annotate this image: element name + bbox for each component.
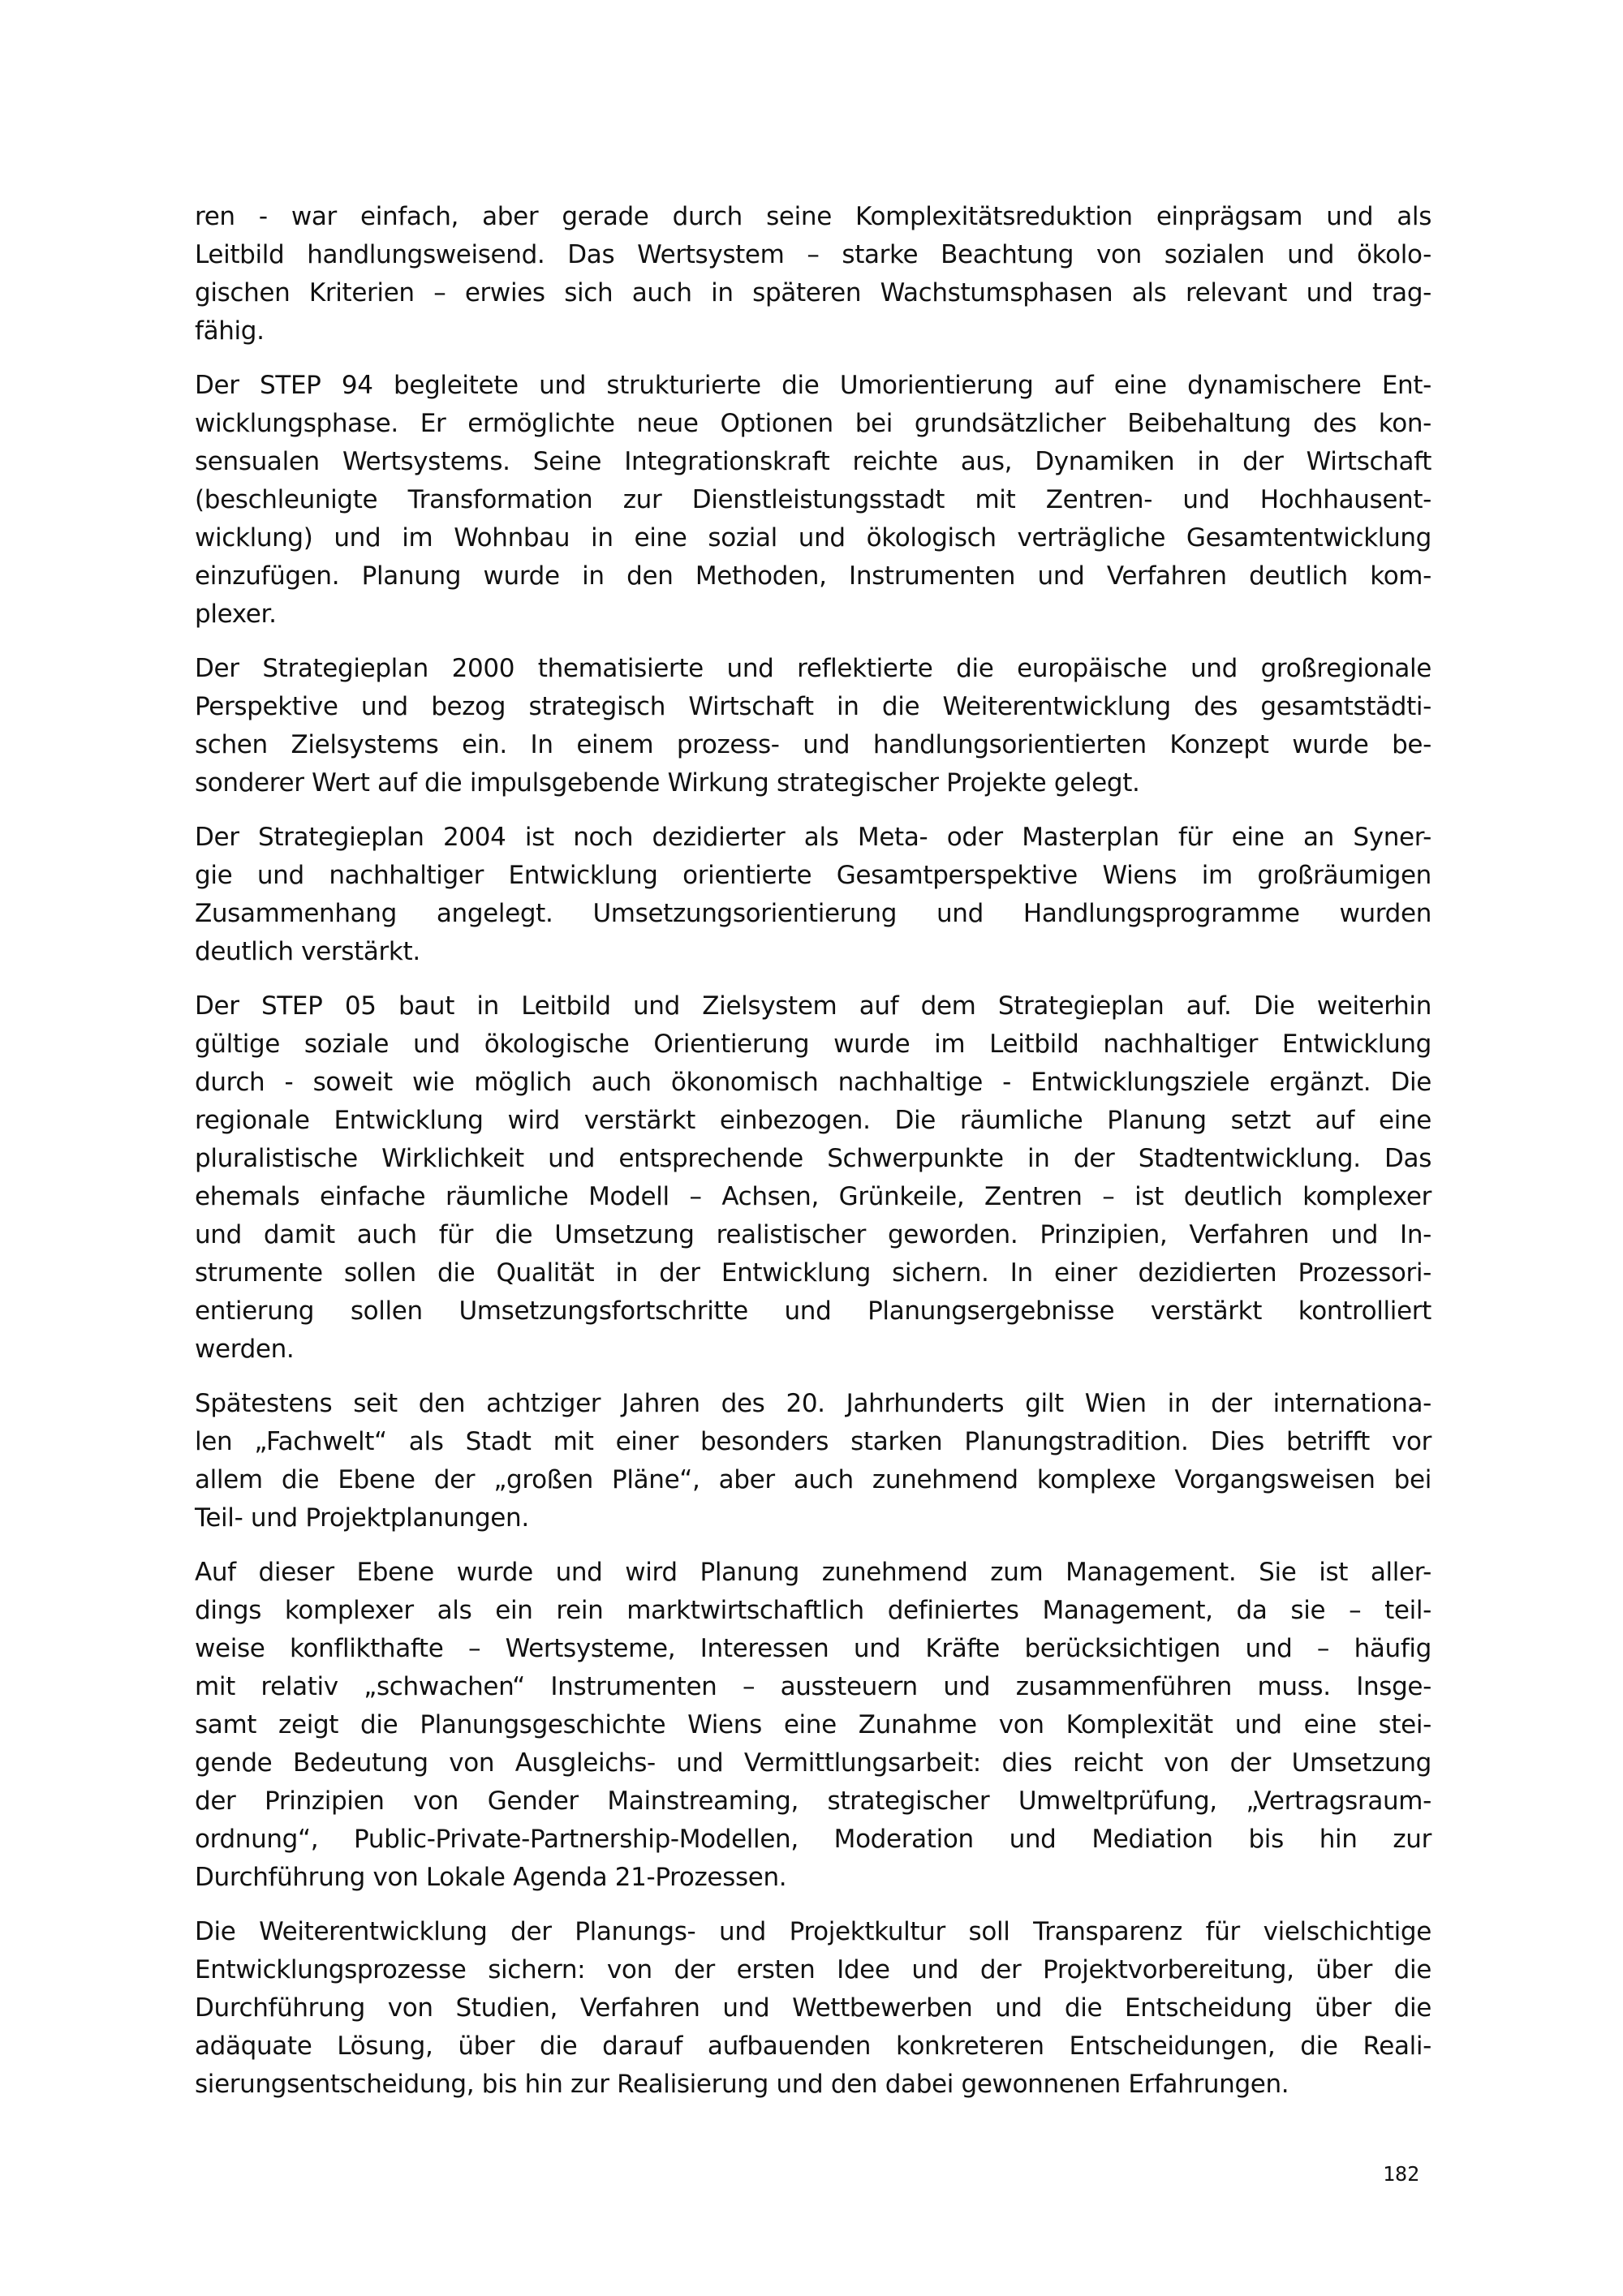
text-line: allem die Ebene der „großen Pläne“, aber auch zunehmend komplexe Vorgangsweisen bei [195, 1465, 1431, 1494]
text-line: entierung sollen Umsetzungsfortschritte und Planungsergebnisse verstärkt kontrolliert [195, 1296, 1431, 1326]
paragraph-step-05 [195, 987, 1431, 1369]
text-line: gischen Kriterien – erwies sich auch in späteren Wachstumsphasen als relevant und trag- [195, 278, 1431, 307]
page-number: 182 [1383, 2162, 1420, 2186]
paragraph-projektkultur [195, 1913, 1431, 2104]
text-line: Der Strategieplan 2004 ist noch dezidierter als Meta- oder Masterplan für eine an Syner- [195, 823, 1431, 852]
text-line: durch - soweit wie möglich auch ökonomisch nachhaltige - Entwicklungsziele ergänzt. Die [195, 1068, 1431, 1097]
text-line: sensualen Wertsystems. Seine Integrationskraft reichte aus, Dynamiken in der Wirtschaft [195, 447, 1431, 476]
text-line: gie und nachhaltiger Entwicklung orientierte Gesamtperspektive Wiens im großräumigen [195, 861, 1431, 890]
text-line: adäquate Lösung, über die darauf aufbauenden konkreteren Entscheidungen, die Reali- [195, 2032, 1431, 2061]
text-line: ren - war einfach, aber gerade durch seine Komplexitätsreduktion einprägsam und als [195, 202, 1431, 231]
text-line: Auf dieser Ebene wurde und wird Planung zunehmend zum Management. Sie ist aller- [195, 1558, 1431, 1587]
text-line: len „Fachwelt“ als Stadt mit einer besonders starken Planungstradition. Dies betrifft vor [195, 1427, 1431, 1456]
text-line: einzufügen. Planung wurde in den Methoden, Instrumenten und Verfahren deutlich kom- [195, 561, 1431, 591]
paragraph-step-94 [195, 367, 1431, 634]
text-line: (beschleunigte Transformation zur Dienstleistungsstadt mit Zentren- und Hochhausent- [195, 485, 1431, 514]
text-line: Leitbild handlungsweisend. Das Wertsystem – starke Beachtung von sozialen und ökolo- [195, 240, 1431, 269]
text-line: schen Zielsystems ein. In einem prozess- und handlungsorientierten Konzept wurde be- [195, 730, 1431, 759]
text-line: der Prinzipien von Gender Mainstreaming, strategischer Umweltprüfung, „Vertragsraum- [195, 1786, 1431, 1816]
text-line: sierungsentscheidung, bis hin zur Realisierung und den dabei gewonnenen Erfahrungen. [195, 2070, 1289, 2099]
text-line: strumente sollen die Qualität in der Entwicklung sichern. In einer dezidierten Prozessori- [195, 1258, 1431, 1288]
text-line: fähig. [195, 316, 265, 346]
text-line: dings komplexer als ein rein marktwirtschaftlich definiertes Management, da sie – teil- [195, 1596, 1431, 1625]
text-line: wicklungsphase. Er ermöglichte neue Optionen bei grundsätzlicher Beibehaltung des kon- [195, 409, 1431, 438]
text-line: wicklung) und im Wohnbau in eine sozial und ökologisch verträgliche Gesamtentwicklung [195, 523, 1431, 553]
body-text [195, 198, 1431, 2120]
text-line: Die Weiterentwicklung der Planungs- und Projektkultur soll Transparenz für vielschichtige [195, 1917, 1431, 1946]
paragraph-strategieplan-2000 [195, 650, 1431, 802]
text-line: Der STEP 94 begleitete und strukturierte die Umorientierung auf eine dynamischere Ent- [195, 371, 1431, 400]
text-line: Teil- und Projektplanungen. [195, 1503, 529, 1533]
text-line: regionale Entwicklung wird verstärkt einbezogen. Die räumliche Planung setzt auf eine [195, 1106, 1431, 1135]
text-line: mit relativ „schwachen“ Instrumenten – aussteuern und zusammenführen muss. Insge- [195, 1672, 1431, 1701]
text-line: pluralistische Wirklichkeit und entsprechende Schwerpunkte in der Stadtentwicklung. Das [195, 1144, 1431, 1173]
text-line: weise konflikthafte – Wertsysteme, Interessen und Kräfte berücksichtigen und – häufig [195, 1634, 1431, 1663]
paragraph-1 [195, 198, 1431, 350]
text-line: deutlich verstärkt. [195, 937, 420, 966]
text-line: Entwicklungsprozesse sichern: von der ersten Idee und der Projektvorbereitung, über die [195, 1955, 1431, 1984]
text-line: gende Bedeutung von Ausgleichs- und Vermittlungsarbeit: dies reicht von der Umsetzung [195, 1748, 1431, 1778]
text-line: Der STEP 05 baut in Leitbild und Zielsystem auf dem Strategieplan auf. Die weiterhin [195, 991, 1431, 1021]
text-line: Durchführung von Studien, Verfahren und Wettbewerben und die Entscheidung über die [195, 1993, 1431, 2023]
text-line: werden. [195, 1335, 295, 1364]
text-line: und damit auch für die Umsetzung realistischer geworden. Prinzipien, Verfahren und In- [195, 1220, 1431, 1249]
text-line: Spätestens seit den achtziger Jahren des 20. Jahrhunderts gilt Wien in der internationa- [195, 1389, 1431, 1418]
text-line: samt zeigt die Planungsgeschichte Wiens eine Zunahme von Komplexität und eine stei- [195, 1710, 1431, 1739]
text-line: Perspektive und bezog strategisch Wirtschaft in die Weiterentwicklung des gesamtstädti- [195, 692, 1431, 721]
text-line: Durchführung von Lokale Agenda 21-Prozessen. [195, 1863, 787, 1892]
text-line: sonderer Wert auf die impulsgebende Wirkung strategischer Projekte gelegt. [195, 768, 1140, 798]
text-line: Der Strategieplan 2000 thematisierte und reflektierte die europäische und großregionale [195, 654, 1431, 683]
paragraph-planungstradition [195, 1385, 1431, 1537]
paragraph-strategieplan-2004 [195, 819, 1431, 971]
text-line: Zusammenhang angelegt. Umsetzungsorientierung und Handlungsprogramme wurden [195, 899, 1431, 928]
text-line: ordnung“, Public-Private-Partnership-Modellen, Moderation und Mediation bis hin zur [195, 1825, 1431, 1854]
text-line: ehemals einfache räumliche Modell – Achsen, Grünkeile, Zentren – ist deutlich komplexer [195, 1182, 1431, 1211]
paragraph-management [195, 1554, 1431, 1897]
text-line: gültige soziale und ökologische Orientierung wurde im Leitbild nachhaltiger Entwicklung [195, 1030, 1431, 1059]
text-line: plexer. [195, 600, 277, 629]
